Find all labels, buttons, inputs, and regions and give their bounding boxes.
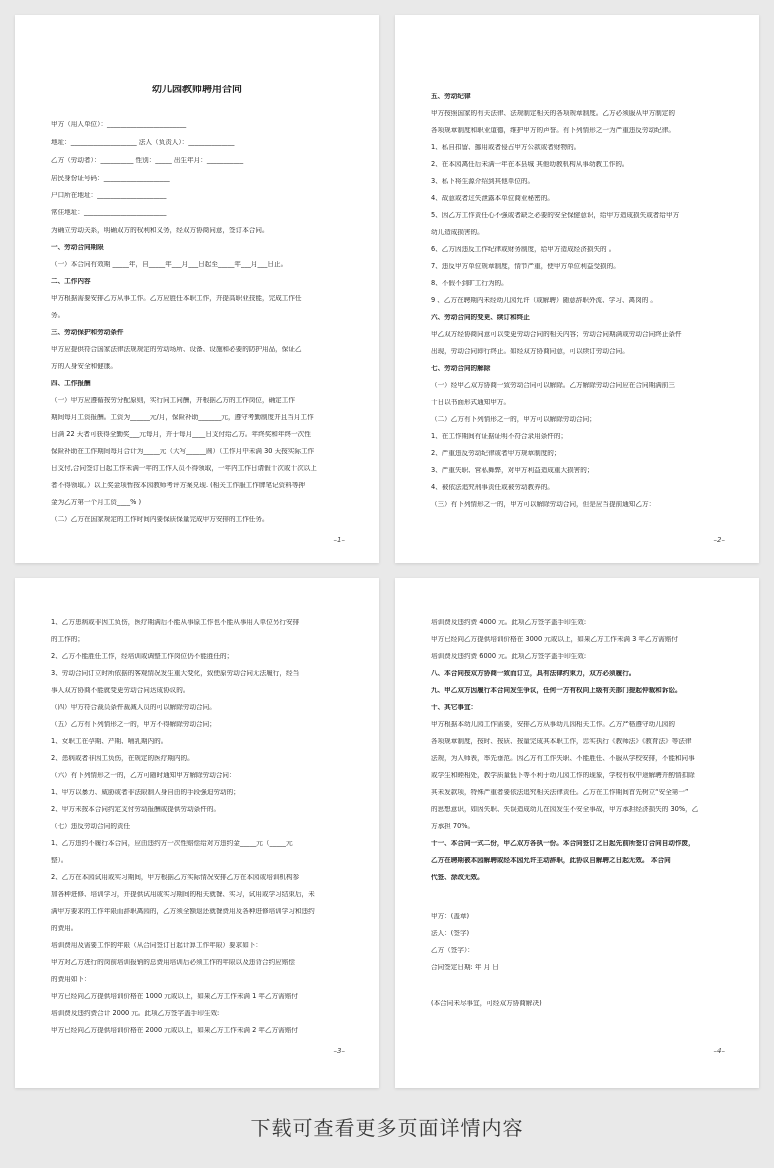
section-heading: 二、工作内容: [51, 278, 91, 285]
text-line: （一）本合同有效期 _____年，自_____年___月___日起至_____年___月___日止。: [51, 261, 288, 268]
text-line: 甲方已经向乙方提供培训价格在 2000 元或以上，如果乙方工作未满 2 年乙方需赔付: [51, 1027, 298, 1034]
text-line: 出现，劳动合同即行终止。如经双方协商同意，可以续订劳动合同。: [431, 348, 629, 355]
text-line: 2、严重违反劳动纪律或者甲方规章制度的；: [431, 450, 561, 457]
text-line: （二）乙方在国家规定的工作时间内要保质保量完成甲方安排的工作任务。: [51, 516, 269, 523]
text-line: 务。: [51, 312, 65, 319]
text-line: 2、乙方不能胜任工作，经培训或调整工作岗位仍不能胜任的；: [51, 653, 234, 660]
text-line: 1、女职工在孕期、产期、哺乳期内的。: [51, 738, 168, 745]
text-line: 方承担 70%。: [431, 823, 475, 830]
text-line: （七）违反劳动合同的责任: [51, 823, 131, 830]
text-line: （五）乙方有下列情形之一的，甲方不得解除劳动合同；: [51, 721, 216, 728]
text-line: 培训费及违约费合计 2000 元。此项乙方签字盖手印生效:: [51, 1010, 220, 1017]
text-line: (本合同未尽事宜，可经双方协商解决): [431, 1000, 542, 1007]
text-line: 3、劳动合同订立时所依据的客观情况发生重大变化，致使原劳动合同无法履行，经当: [51, 670, 300, 677]
text-line: 居民身份证号码：____________________: [51, 175, 170, 182]
text-line: 1、甲方以暴力、威胁或者非法限制人身自由的手段强迫劳动的；: [51, 789, 240, 796]
section-heading: 十、其它事宜：: [431, 704, 478, 711]
text-line: 乙方（劳动者）：__________ 性别：_____ 出生年月：___________: [51, 157, 244, 164]
text-line: （一）甲方应遵循按劳分配原则，实行同工同酬，并根据乙方的工作岗位，确定工作: [51, 397, 295, 404]
text-line: 6、乙方因违反工作纪律或财务制度，给甲方造成经济损失的 。: [431, 246, 616, 253]
section-heading: 十一、本合同一式二份，甲乙双方各执一份。本合同签订之日起先前所签订合同自动作废，: [431, 840, 695, 847]
text-line: 的思想意识，如因失职、失误造成幼儿在园发生不安全事故，甲方承担经济损失的 30%，乙: [431, 806, 699, 813]
text-line: 各项规章制度，按时、按质、按量完成其本职工作，忠实执行《教师法》《教育法》等法律: [431, 738, 692, 745]
text-line: 合同签定日期: 年 月 日: [431, 964, 499, 971]
text-line: 7、违反甲方单位规章制度，情节严重，使甲方单位利益受损的。: [431, 263, 620, 270]
text-line: 2、患病或者非因工负伤，在规定的医疗期内的。: [51, 755, 194, 762]
text-line: （三）有下列情形之一的，甲方可以解除劳动合同，但是应当提前通知乙方：: [431, 501, 656, 508]
text-line: 的费用。: [51, 925, 78, 932]
text-line: 日支付,合同签订日起工作未满一年的工作人员不得领取，一年内工作日请假十次或十次以上: [51, 465, 317, 472]
text-line: 者不得领取。）以上奖金项暂按本园教师考评方案兑现. (相关工作服工作牌笔记资料等押: [51, 482, 306, 489]
text-line: 4、故意或者过失泄露本单位商业秘密的。: [431, 195, 554, 202]
text-line: 甲方根据本幼儿园工作需要，安排乙方从事幼儿园相关工作。乙方严格遵守幼儿园的: [431, 721, 675, 728]
text-line: 3、私下将生源介绍到其他单位的。: [431, 178, 535, 185]
text-line: 十日以书面形式通知甲方。: [431, 399, 511, 406]
text-line: （一）经甲乙双方协商一致劳动合同可以解除。乙方解除劳动合同应在合同期满前三: [431, 382, 675, 389]
section-heading: 三、劳动保护和劳动条件: [51, 329, 124, 336]
text-line: 1、乙方违约不履行本合同，应由违约方一次性赔偿给对方违约金_____元（_____元: [51, 840, 293, 847]
text-line: 甲方已经向乙方提供培训价格在 1000 元或以上，如果乙方工作未满 1 年乙方需赔付: [51, 993, 298, 1000]
text-line: 保险补助在工作期间每月合计为_____元（大写______圆）（工作月中未满 30 天按实际工作: [51, 448, 315, 455]
document-page-2: [395, 15, 759, 563]
text-line: 的工作的；: [51, 636, 84, 643]
text-line: 1、私自扣留、挪用或者侵占甲方公款或者财物的。: [431, 144, 581, 151]
text-line: 甲方：(盖章): [431, 913, 470, 920]
text-line: （四）甲方符合裁员条件裁减人员的可以解除劳动合同。: [51, 704, 216, 711]
page-number: –1–: [333, 536, 345, 544]
text-line: 金为乙方第一个月工资____% ): [51, 499, 142, 506]
text-line: 2、甲方未按本合同约定支付劳动报酬或提供劳动条件的。: [51, 806, 221, 813]
page-number: –4–: [713, 1047, 725, 1055]
text-line: 地址：____________________ 法人（负责人）：______________: [51, 139, 235, 146]
text-line: （二）乙方有下列情形之一的，甲方可以解除劳动合同；: [431, 416, 596, 423]
text-line: 法规，为人师表，率先垂范。因乙方有工作失职、不能胜任、不服从学校安排，不能和同事: [431, 755, 695, 762]
text-line: 1、在工作期间有证据证明不符合录用条件的；: [431, 433, 568, 440]
text-line: 整）。: [51, 857, 68, 864]
text-line: 期间每月工资报酬。工资为______元/月，保险补助_______元，遵守考勤制度并且当月工作: [51, 414, 314, 421]
text-line: 甲乙双方经协商同意可以变更劳动合同的相关内容；劳动合同期满或劳动合同终止条件: [431, 331, 682, 338]
section-heading: 五、劳动纪律: [431, 93, 471, 100]
download-more-link[interactable]: 下载可查看更多页面详情内容: [250, 1116, 524, 1140]
section-heading: 七、劳动合同的解除: [431, 365, 491, 372]
text-line: 甲方按照国家的有关法律、法规制定相关的各项规章制度。乙方必须服从甲方制定的: [431, 110, 675, 117]
contract-title: 幼儿园教师聘用合同: [152, 85, 242, 95]
section-heading: 四、工作报酬: [51, 380, 91, 387]
text-line: 幼儿造成损害的。: [431, 229, 484, 236]
document-page-4: [395, 578, 759, 1088]
text-line: 甲方（用人单位）：________________________: [51, 121, 187, 128]
text-line: 的费用如下：: [51, 976, 91, 983]
text-line: 方的人身安全和健康。: [51, 363, 117, 370]
document-page-1: [15, 15, 379, 563]
text-line: 常住地址：_________________________: [51, 209, 167, 216]
text-line: 法人：(签字): [431, 930, 470, 937]
text-line: 为确立劳动关系，明确双方的权利和义务，经双方协商同意，签订本合同。: [51, 227, 269, 234]
text-line: 加各种进修、培训学习，并提供试用或实习期间的相关就餐、实习，试用或学习结束后，未: [51, 891, 315, 898]
text-line: 其未发款项，特殊严重者要依法追究相关法律责任。乙方在工作期间首先树立“安全第一”: [431, 789, 689, 796]
text-line: 培训费用及需要工作的年限（从合同签订日起计算工作年限）要求如下：: [51, 942, 262, 949]
text-line: 事人双方协商不能就变更劳动合同达成协议的。: [51, 687, 190, 694]
text-line: 5、因乙方工作责任心不强或者缺乏必要的安全保健意识，给甲方造成损失或者给甲方: [431, 212, 680, 219]
text-line: 2、在本园离任后未满一年在本县城 其他幼教机构从事幼教工作的。: [431, 161, 629, 168]
text-line: 2、乙方在本园试用或实习期间，甲方根据乙方实际情况安排乙方在本园或培训机构参: [51, 874, 300, 881]
section-heading: 一、劳动合同期限: [51, 244, 104, 251]
document-page-3: [15, 578, 379, 1088]
text-line: 日满 22 天者可获得全勤奖___元每月，并于每月____日支付给乙方。年终奖和年终一次性: [51, 431, 311, 438]
page-number: –3–: [333, 1047, 345, 1055]
text-line: 培训费及违约费 4000 元。此项乙方签字盖手印生效:: [431, 619, 587, 626]
section-heading: 代签、涂改无效。: [431, 874, 484, 881]
text-line: 满甲方要求的工作年限而辞职离园的，乙方须全额退还就餐费用及各种进修培训学习和违约: [51, 908, 315, 915]
text-line: 1、乙方患病或非因工负伤，医疗期满后不能从事原工作也不能从事用人单位另行安排: [51, 619, 300, 626]
section-heading: 九、甲乙双方因履行本合同发生争议，任何一方有权向上级有关部门提起仲裁和诉讼。: [431, 687, 682, 694]
section-heading: 乙方在聘期被本园解聘或经本园允许主动辞职，此协议自解聘之日起无效。 本合同: [431, 857, 671, 864]
section-heading: 八、本合同按双方协商一致而订立，具有法律约束力，双方必须履行。: [431, 670, 636, 677]
section-heading: 六、劳动合同的变更、续订和终止: [431, 314, 530, 321]
text-line: 培训费及违约费 6000 元。此项乙方签字盖手印生效:: [431, 653, 587, 660]
text-line: 甲方根据需要安排乙方从事工作。乙方应胜任本职工作，并提高职业技能，完成工作任: [51, 295, 302, 302]
page-number: –2–: [713, 536, 725, 544]
text-line: 户口所在地址：_____________________: [51, 192, 167, 199]
text-line: 3、严重失职、营私舞弊，对甲方利益造成重大损害的；: [431, 467, 594, 474]
text-line: 甲方对乙方进行的岗前培训报销的总费用培训后必须工作的年限以及违背合约应赔偿: [51, 959, 295, 966]
text-line: 8、不假不到旷工行为的。: [431, 280, 508, 287]
text-line: 乙方（签字）：: [431, 947, 474, 954]
text-line: 甲方应提供符合国家法律法规规定的劳动场所、设备、设施和必要的防护用品，保证乙: [51, 346, 302, 353]
text-line: 或学生和睦相处，教学质量低下等不利于幼儿园工作的现象，学校有权中途解聘并酌情扣除: [431, 772, 695, 779]
text-line: （六）有下列情形之一的，乙方可随时通知甲方解除劳动合同：: [51, 772, 236, 779]
text-line: 9 、乙方在聘期内未经幼儿园允许（或解聘）随意辞职外流、学习、离岗的 。: [431, 297, 657, 304]
text-line: 4、被依法追究刑事责任或被劳动教养的。: [431, 484, 554, 491]
text-line: 甲方已经向乙方提供培训价格在 3000 元或以上，如果乙方工作未满 3 年乙方需赔付: [431, 636, 678, 643]
text-line: 各项规章制度和职业道德，维护甲方的声誉。有下列情形之一为严重违反劳动纪律。: [431, 127, 675, 134]
